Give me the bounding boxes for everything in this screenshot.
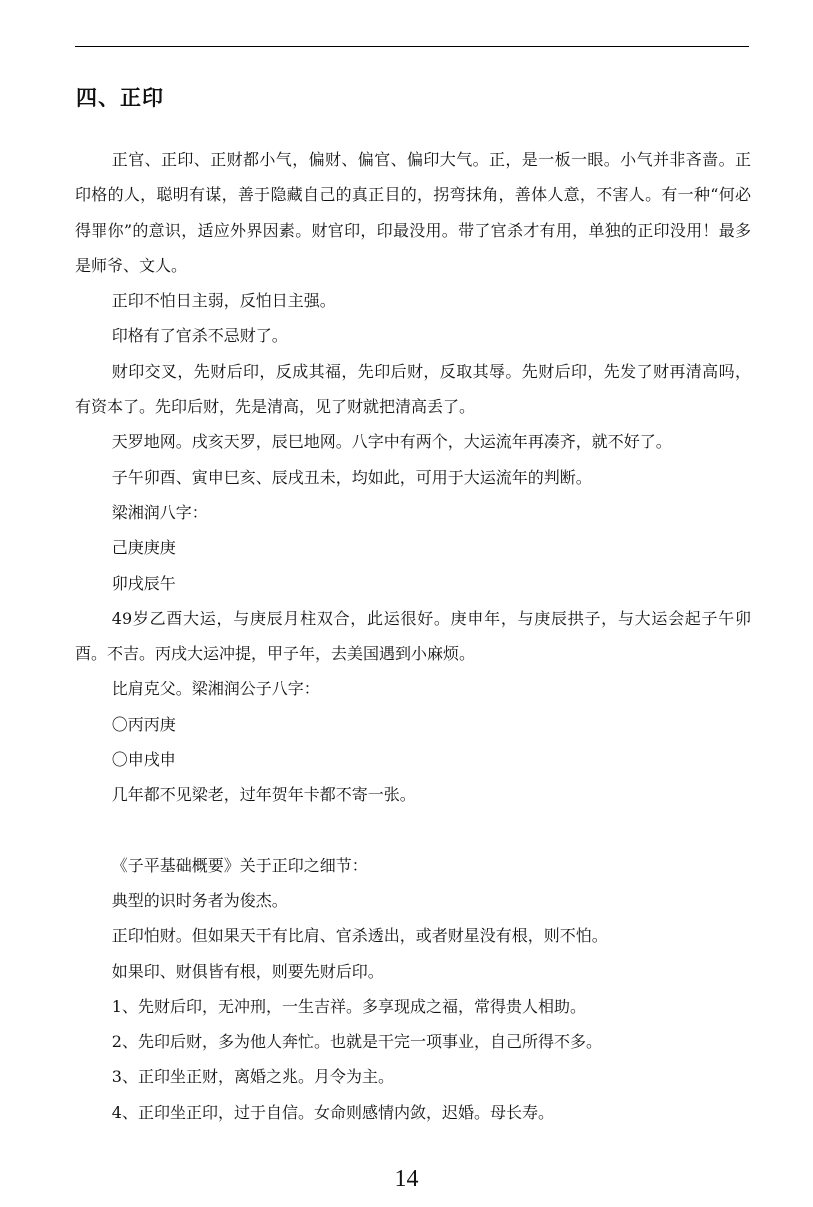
header-rule [75,46,749,47]
bazi-stems-line: 〇丙丙庚 [111,714,176,734]
section-heading: 四、正印 [76,86,164,110]
paragraph: 正印怕财。但如果天干有比肩、官杀透出，或者财星没有根，则不怕。 [111,926,608,946]
paragraph: 子午卯酉、寅申巳亥、辰戌丑未，均如此，可用于大运流年的判断。 [111,467,592,487]
paragraph: 几年都不见梁老，过年贺年卡都不寄一张。 [111,785,416,805]
paragraph: 正官、正印、正财都小气，偏财、偏官、偏印大气。正，是一板一眼。小气并非吝啬。正印格的人，聪明有谋，善于隐藏自己的真正目的，拐弯抹角，善体人意，不害人。有一种“何必得罪你”的意识，适应外界因素。财官印，印最没用。带了官杀才有用，单独的正印没用！最多是师爷、文人。 [75,150,751,275]
paragraph: 典型的识时务者为俊杰。 [111,890,288,910]
paragraph: 正印不怕日主弱，反怕日主强。 [111,291,336,311]
paragraph: 比肩克父。梁湘润公子八字： [111,679,320,699]
paragraph: 如果印、财俱皆有根，则要先财后印。 [111,961,384,981]
list-item: 2、先印后财，多为他人奔忙。也就是干完一项事业，自己所得不多。 [111,1032,602,1052]
paragraph: 天罗地网。戌亥天罗，辰巳地网。八字中有两个，大运流年再凑齐，就不好了。 [111,432,672,452]
bazi-branches-line: 卯戌辰午 [111,573,176,593]
list-item: 4、正印坐正印，过于自信。女命则感情内敛，迟婚。母长寿。 [111,1102,554,1122]
bazi-stems-line: 己庚庚庚 [111,538,176,558]
paragraph: 印格有了官杀不忌财了。 [111,326,288,346]
bazi-branches-line: 〇申戌申 [111,750,176,770]
list-item: 3、正印坐正财，离婚之兆。月令为主。 [111,1067,394,1087]
page-number: 14 [394,1166,419,1192]
paragraph: 梁湘润八字： [111,502,208,522]
subsection-title: 《子平基础概要》关于正印之细节： [111,855,368,875]
paragraph: 49岁乙酉大运，与庚辰月柱双合，此运很好。庚申年，与庚辰拱子，与大运会起子午卯酉。不吉。丙戌大运冲提，甲子年，去美国遇到小麻烦。 [75,608,751,664]
document-body [75,142,751,1130]
paragraph: 财印交叉，先财后印，反成其福，先印后财，反取其辱。先财后印，先发了财再清高吗，有资本了。先印后财，先是清高，见了财就把清高丢了。 [75,361,751,417]
paragraph-gap [75,813,751,848]
list-item: 1、先财后印，无冲刑，一生吉祥。多享现成之福，常得贵人相助。 [111,996,586,1016]
